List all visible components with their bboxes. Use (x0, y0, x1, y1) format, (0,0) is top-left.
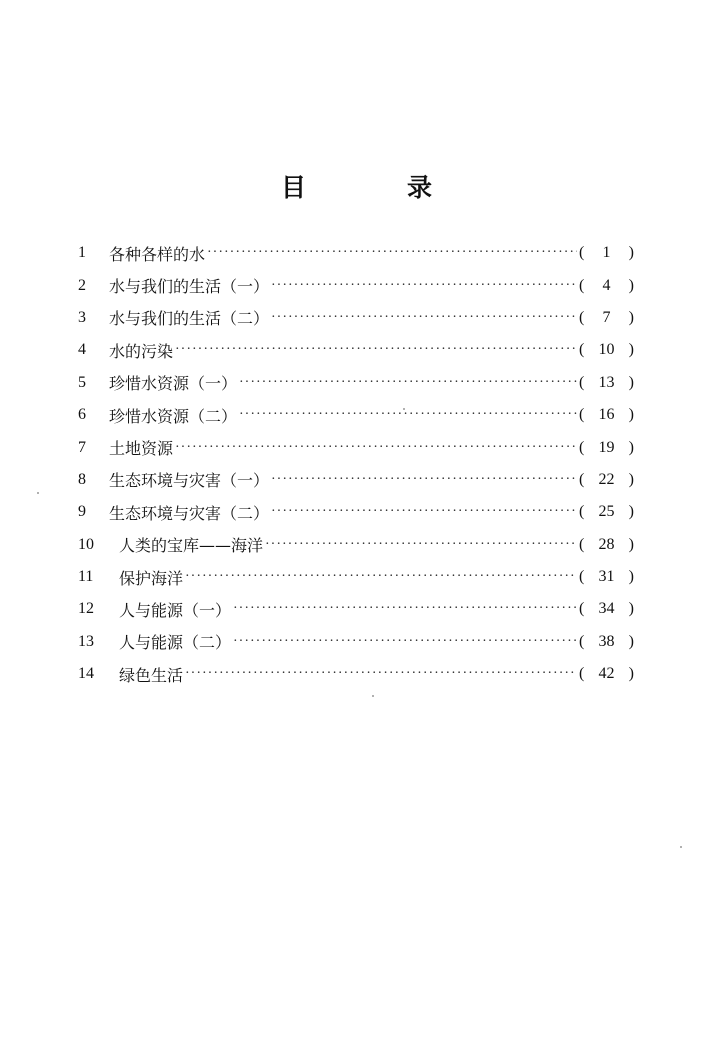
entry-title: 人与能源（二） (119, 633, 232, 653)
toc-entry[interactable] (78, 431, 634, 463)
entry-number: 3 (78, 308, 86, 326)
entry-number: 5 (78, 373, 86, 391)
entry-number: 12 (78, 600, 94, 618)
entry-page: ( 4 ) (579, 276, 634, 294)
entry-page: ( 16 ) (579, 406, 634, 424)
page-number: 28 (598, 535, 615, 553)
toc-entry[interactable] (78, 626, 634, 658)
entry-number: 9 (78, 503, 86, 521)
toc-entry[interactable] (78, 334, 634, 366)
entry-number: 2 (78, 276, 86, 294)
page-number: 1 (602, 244, 611, 262)
entry-page: ( 42 ) (579, 665, 634, 683)
page-number: 13 (598, 373, 615, 391)
page-number: 16 (598, 406, 615, 424)
scan-speck (37, 492, 39, 494)
entry-page: ( 13 ) (579, 373, 634, 391)
dot-leader (239, 375, 577, 391)
dot-leader (271, 310, 577, 326)
page-number: 7 (602, 308, 611, 326)
entry-page: ( 28 ) (579, 535, 634, 553)
entry-title: 保护海洋 (119, 568, 184, 588)
entry-page: ( 38 ) (579, 632, 634, 650)
scan-speck (372, 695, 374, 697)
entry-title: 人与能源（一） (119, 600, 232, 620)
page-number: 34 (598, 600, 615, 618)
dot-leader (185, 569, 577, 585)
toc-entry[interactable] (78, 367, 634, 399)
page-number: 31 (598, 568, 615, 586)
toc-entry[interactable] (78, 658, 634, 690)
page-number: 25 (598, 503, 615, 521)
entry-title: 水的污染 (109, 341, 174, 361)
entry-title: 生态环境与灾害（一） (109, 471, 270, 491)
page-number: 38 (598, 632, 615, 650)
entry-title: 绿色生活 (119, 665, 184, 685)
page-number: 22 (598, 470, 615, 488)
entry-title: 生态环境与灾害（二） (109, 503, 270, 523)
entry-number: 10 (78, 535, 94, 553)
toc-entry[interactable] (78, 269, 634, 301)
page-number: 4 (602, 276, 611, 294)
dot-leader (207, 245, 577, 261)
dot-leader (271, 278, 577, 294)
entry-page: ( 22 ) (579, 470, 634, 488)
toc-entry[interactable] (78, 496, 634, 528)
page-title: 目 录 (280, 173, 470, 202)
dot-leader (175, 342, 577, 358)
dot-leader (233, 601, 577, 617)
entry-title: 珍惜水资源（二） (109, 406, 238, 426)
toc-entry[interactable] (78, 529, 634, 561)
entry-number: 8 (78, 470, 86, 488)
toc-entry[interactable] (78, 561, 634, 593)
dot-leader (271, 504, 577, 520)
entry-page: ( 19 ) (579, 438, 634, 456)
entry-number: 4 (78, 341, 86, 359)
entry-page: ( 31 ) (579, 568, 634, 586)
toc-entry[interactable] (78, 593, 634, 625)
page-number: 42 (598, 665, 615, 683)
entry-page: ( 7 ) (579, 308, 634, 326)
entry-number: 7 (78, 438, 86, 456)
dot-leader (239, 407, 577, 423)
entry-page: ( 34 ) (579, 600, 634, 618)
entry-page: ( 10 ) (579, 341, 634, 359)
toc-entry[interactable] (78, 464, 634, 496)
entry-page: ( 1 ) (579, 244, 634, 262)
entry-title: 水与我们的生活（二） (109, 309, 270, 329)
page-number: 19 (598, 438, 615, 456)
page-number: 10 (598, 341, 615, 359)
toc-entry[interactable] (78, 302, 634, 334)
table-of-contents (78, 237, 634, 690)
entry-title: 各种各样的水 (109, 244, 206, 264)
entry-number: 14 (78, 665, 94, 683)
dot-leader (233, 634, 577, 650)
toc-entry[interactable] (78, 399, 634, 431)
entry-title: 珍惜水资源（一） (109, 374, 238, 394)
entry-title: 人类的宝库——海洋 (119, 536, 264, 556)
dot-leader (185, 666, 577, 682)
entry-number: 13 (78, 632, 94, 650)
entry-title: 水与我们的生活（一） (109, 277, 270, 297)
entry-title: 土地资源 (109, 439, 174, 459)
scan-speck (403, 408, 405, 410)
entry-number: 1 (78, 244, 86, 262)
dot-leader (265, 537, 577, 553)
scan-speck (680, 846, 682, 848)
dot-leader (271, 472, 577, 488)
toc-entry[interactable] (78, 237, 634, 269)
entry-page: ( 25 ) (579, 503, 634, 521)
dot-leader (175, 440, 577, 456)
entry-number: 11 (78, 568, 94, 586)
entry-number: 6 (78, 406, 86, 424)
